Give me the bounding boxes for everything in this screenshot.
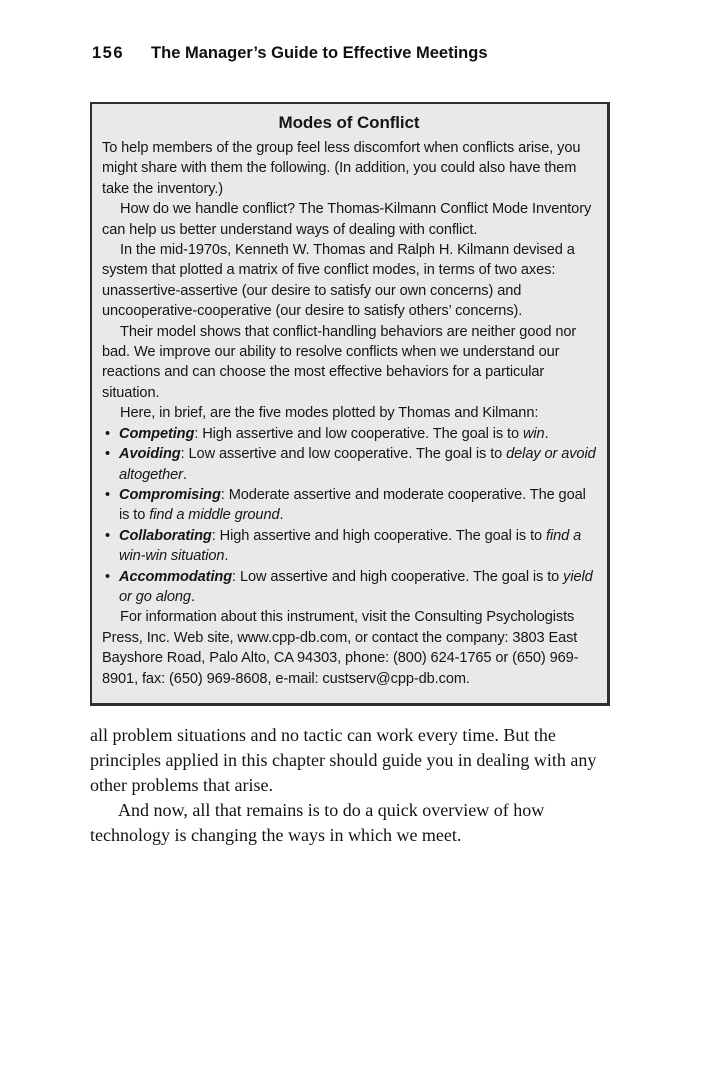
text-segment: How do we handle conflict? The Thomas-Kilmann Conflict Mode Inventory can help us better understand ways of dealing with conflict. — [102, 201, 592, 238]
text-segment: : Low assertive and low cooperative. The goal is to — [180, 446, 507, 463]
paragraph — [102, 403, 596, 423]
paragraph — [102, 240, 596, 322]
text-segment: delay or avoid altogether — [119, 446, 596, 483]
bullet-icon: • — [105, 425, 111, 442]
text-segment: Their model shows that conflict-handling behaviors are neither good nor bad. We improve our ability to resolve conflicts when we understand our reactions and can choose the most effective behaviors for a particular situation. — [102, 323, 577, 401]
text-segment: In the mid-1970s, Kenneth W. Thomas and Ralph H. Kilmann devised a system that plotted a matrix of five conflict modes, in terms of two axes: unassertive-assertive (our desire to satisfy our own concerns) and uncooperative-cooperative (our desire to satisfy others’ concerns). — [102, 242, 575, 320]
book-title: The Manager’s Guide to Effective Meetings — [151, 44, 488, 62]
paragraph — [90, 798, 620, 848]
text-segment: find a middle ground — [149, 507, 280, 524]
text-segment: win — [522, 425, 545, 442]
text-segment: : Low assertive and high cooperative. The goal is to — [232, 568, 564, 585]
conflict-mode-item — [102, 526, 596, 567]
text-segment: all problem situations and no tactic can work every time. But the principles applied in this chapter should guide you in dealing with any other problems that arise. — [90, 724, 597, 795]
box-intro-paragraphs — [102, 138, 596, 424]
text-segment: : High assertive and high cooperative. The goal is to — [211, 527, 546, 544]
text-segment: find a win-win situation — [119, 527, 582, 565]
text-segment: For information about this instrument, visit the Consulting Psychologists Press, Inc. Web site, www.cpp-db.com, or contact the company: 3803 East Bayshore Road, Palo Alto, CA 94303, phone: (800) 624-1765 or (650) 969-8901, fax: (650) 969-8608, e-mail: custserv@cpp-db.com. — [102, 609, 579, 687]
bullet-icon: • — [105, 568, 111, 585]
text-segment: Avoiding — [119, 446, 181, 463]
bullet-icon: • — [105, 486, 111, 503]
bullet-icon: • — [105, 446, 111, 463]
paragraph — [90, 723, 620, 798]
text-segment: yield or go along — [119, 568, 593, 605]
text-segment: Here, in brief, are the five modes plotted by Thomas and Kilmann: — [120, 405, 539, 422]
paragraph — [102, 322, 596, 404]
text-segment: : High assertive and low cooperative. The goal is to — [194, 425, 523, 442]
conflict-modes-list — [102, 424, 596, 608]
conflict-mode-item — [102, 567, 596, 608]
bullet-icon: • — [105, 527, 111, 544]
book-page — [0, 44, 704, 848]
box-title: Modes of Conflict — [278, 113, 420, 132]
text-segment: . — [182, 466, 187, 483]
paragraph — [102, 138, 596, 199]
conflict-mode-item — [102, 485, 596, 526]
box-closing-paragraphs — [102, 607, 596, 689]
conflict-mode-item — [102, 444, 596, 485]
text-segment: : Moderate assertive and moderate cooperative. The goal is to — [119, 486, 586, 524]
modes-of-conflict-box — [90, 102, 610, 706]
text-segment: . — [190, 588, 195, 605]
text-segment: Compromising — [119, 486, 221, 503]
paragraph — [102, 199, 596, 240]
conflict-mode-item — [102, 424, 596, 444]
text-segment: Accommodating — [119, 568, 233, 585]
text-segment: Competing — [119, 425, 195, 442]
text-segment: To help members of the group feel less discomfort when conflicts arise, you might share with them the following. (In addition, you could also have them take the inventory.) — [102, 140, 581, 197]
body-text — [90, 723, 620, 848]
text-segment: And now, all that remains is to do a quick overview of how technology is changing the ways in which we meet. — [90, 799, 545, 845]
running-head — [92, 44, 704, 63]
paragraph — [102, 607, 596, 689]
page-number: 156 — [92, 44, 125, 62]
text-segment: Collaborating — [119, 527, 212, 544]
text-segment: . — [224, 548, 229, 565]
text-segment: . — [544, 425, 549, 442]
text-segment: . — [279, 507, 284, 524]
